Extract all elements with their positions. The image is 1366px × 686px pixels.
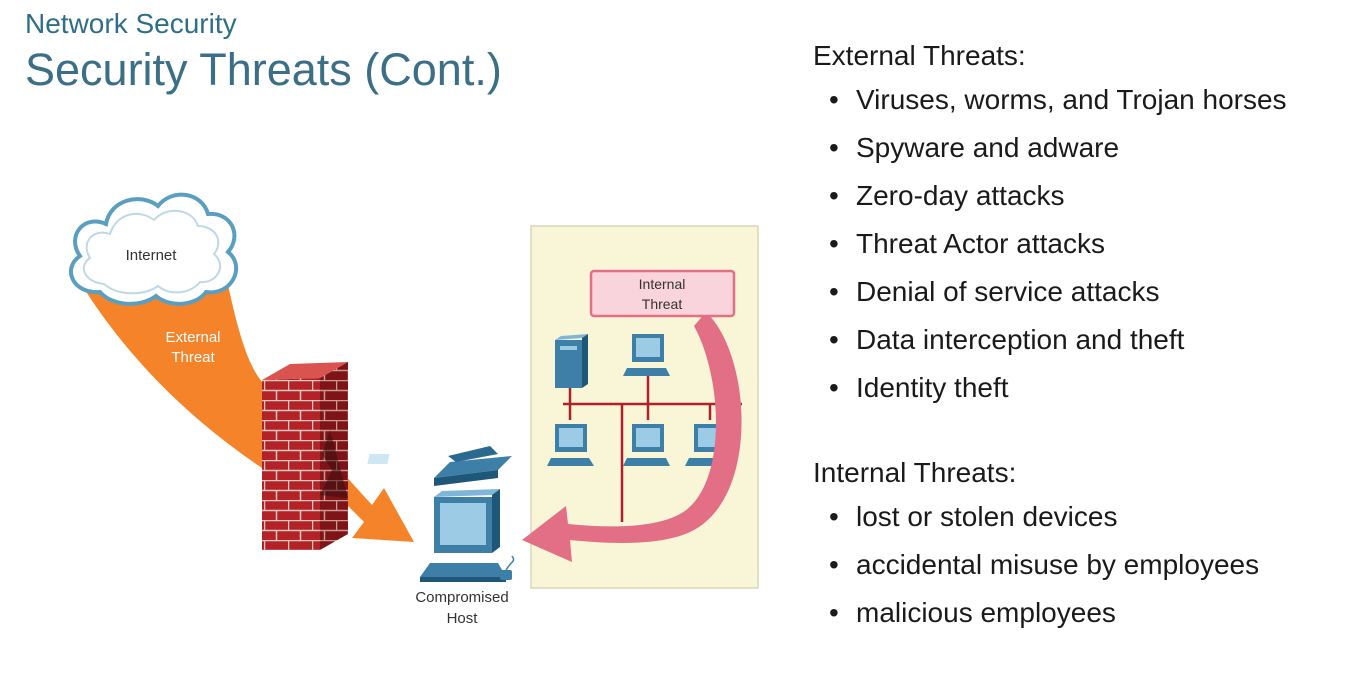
list-item: • accidental misuse by employees bbox=[813, 547, 1353, 583]
threat-lists bbox=[813, 36, 1353, 643]
external-threats-heading: External Threats: bbox=[813, 40, 1026, 71]
list-item: • Threat Actor attacks bbox=[813, 226, 1353, 262]
internal-threats-list bbox=[813, 499, 1353, 631]
server-icon bbox=[555, 334, 588, 388]
list-item: • Zero-day attacks bbox=[813, 178, 1353, 214]
host-label-line2: Host bbox=[446, 610, 478, 627]
compromised-host-icon bbox=[420, 489, 514, 582]
internal-threat-label-line2: Threat bbox=[641, 296, 683, 312]
external-threat-label-line1: External bbox=[165, 329, 221, 346]
list-item: • Identity theft bbox=[813, 370, 1353, 406]
internal-threats-heading: Internal Threats: bbox=[813, 457, 1017, 488]
list-item: • lost or stolen devices bbox=[813, 499, 1353, 535]
internal-threat-label-line1: Internal bbox=[638, 276, 686, 292]
external-threat-label-line2: Threat bbox=[171, 349, 215, 366]
external-threat-arrow bbox=[85, 285, 265, 470]
cloud-label: Internet bbox=[125, 247, 177, 264]
slide-title: Security Threats (Cont.) bbox=[25, 44, 502, 95]
slide-subtitle: Network Security bbox=[25, 8, 237, 39]
firewall-icon bbox=[262, 362, 348, 550]
ip-phone-icon bbox=[367, 446, 512, 486]
internal-threats-section bbox=[813, 453, 1353, 631]
host-label-line1: Compromised bbox=[415, 589, 509, 606]
list-item: • Data interception and theft bbox=[813, 322, 1353, 358]
list-item: • Spyware and adware bbox=[813, 130, 1353, 166]
external-threats-list bbox=[813, 82, 1353, 406]
list-item: • Viruses, worms, and Trojan horses bbox=[813, 82, 1353, 118]
external-threats-section bbox=[813, 36, 1353, 406]
list-item: • malicious employees bbox=[813, 595, 1353, 631]
list-item: • Denial of service attacks bbox=[813, 274, 1353, 310]
